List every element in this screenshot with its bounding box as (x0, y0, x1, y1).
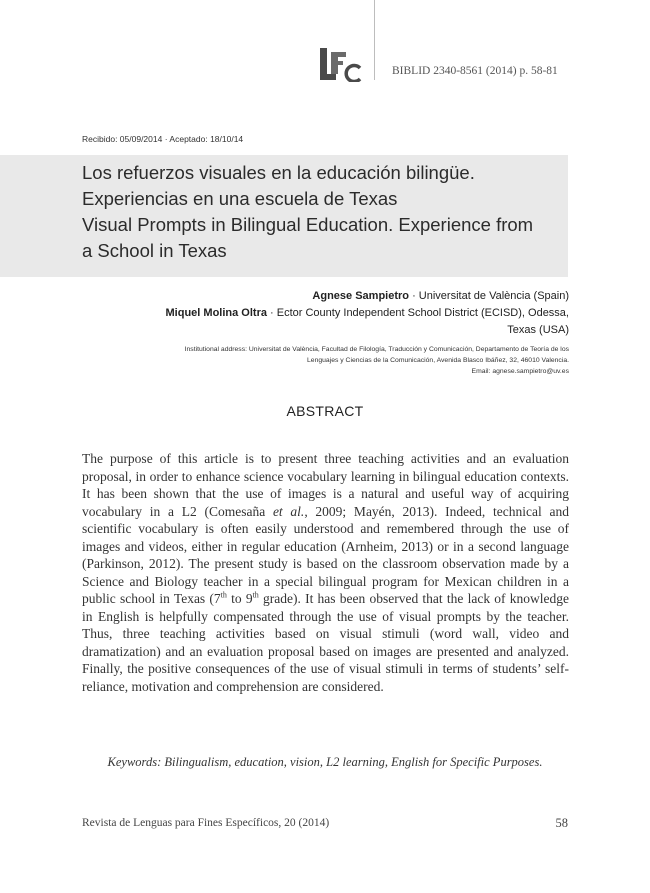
abstract-etal: et al. (272, 503, 305, 519)
author-1-name: Agnese Sampietro (312, 290, 410, 302)
author-email[interactable]: Email: agnese.sampietro@uv.es (471, 368, 569, 375)
author-1-affiliation: · Universitat de València (Spain) (409, 290, 569, 302)
journal-logo (320, 48, 364, 82)
author-2 (82, 305, 569, 322)
abstract-sup-2: th (252, 590, 259, 600)
page-number: 58 (555, 816, 568, 830)
abstract-sup-1: th (220, 590, 227, 600)
author-2-affiliation: · Ector County Independent School District (ECISD), Odessa, (266, 307, 569, 319)
institutional-line-1: Institutional address: Universitat de València, Facultad de Filología, Traducción y Comunicación, Departamento de Teoría de los (184, 346, 569, 353)
title-spanish-line-1: Los refuerzos visuales en la educación bilingüe. (82, 162, 475, 183)
header-divider (374, 0, 375, 80)
author-list (82, 288, 569, 339)
institutional-line-2: Lenguajes y Ciencias de la Comunicación, Avenida Blasco Ibáñez, 32, 46010 Valencia. (307, 357, 569, 364)
footer-journal: Revista de Lenguas para Fines Específicos, 20 (2014) (82, 817, 330, 829)
abstract-text-2: , 2009; Mayén, 2013). Indeed, technical and scientific vocabulary is often easily understood and remembered through the use of images and videos, either in regular education (Arnheim, 2013) or in a second language (Parkinson, 2012). The present study is based on the classroom observation made by a Science and Biology teacher in a special bilingual program for Mexican children in a public school in Texas (7 (82, 503, 569, 606)
abstract-heading: ABSTRACT (286, 403, 364, 419)
author-2-affiliation-cont: Texas (USA) (507, 324, 569, 336)
title-english-line-2: a School in Texas (82, 240, 227, 261)
article-titles (82, 160, 562, 264)
abstract-body (82, 450, 569, 695)
title-english-line-1: Visual Prompts in Bilingual Education. Experience from (82, 214, 534, 235)
keywords: Keywords: Bilingualism, education, vision, L2 learning, English for Specific Purposes. (107, 755, 543, 769)
abstract-text-3: to 9 (226, 591, 253, 606)
abstract-text-1: The purpose of this article is to present three teaching activities and an evaluation proposal, in order to enhance science vocabulary learning in bilingual education contexts. It has been shown that the use of images is a natural and useful way of acquiring vocabulary in a L2 (Comesaña (82, 451, 569, 519)
institutional-address (82, 344, 569, 377)
author-2-name: Miquel Molina Oltra (165, 307, 267, 319)
abstract-text-4: grade). It has been observed that the lack of knowledge in English is helpfully compensated through the use of visual prompts by the teacher. Thus, three teaching activities based on visual stimuli (word wall, video and dramatization) and an evaluation proposal based on images are presented and analyzed. Finally, the positive consequences of the use of visual stimuli in terms of students’ self-reliance, motivation and comprehension are considered. (82, 591, 569, 694)
received-accepted-dates: Recibido: 05/09/2014 · Aceptado: 18/10/14 (82, 134, 244, 144)
abstract-paragraph (82, 450, 569, 695)
title-spanish-line-2: Experiencias en una escuela de Texas (82, 188, 398, 209)
author-1 (82, 288, 569, 305)
biblid-reference: BIBLID 2340-8561 (2014) p. 58-81 (392, 65, 558, 77)
